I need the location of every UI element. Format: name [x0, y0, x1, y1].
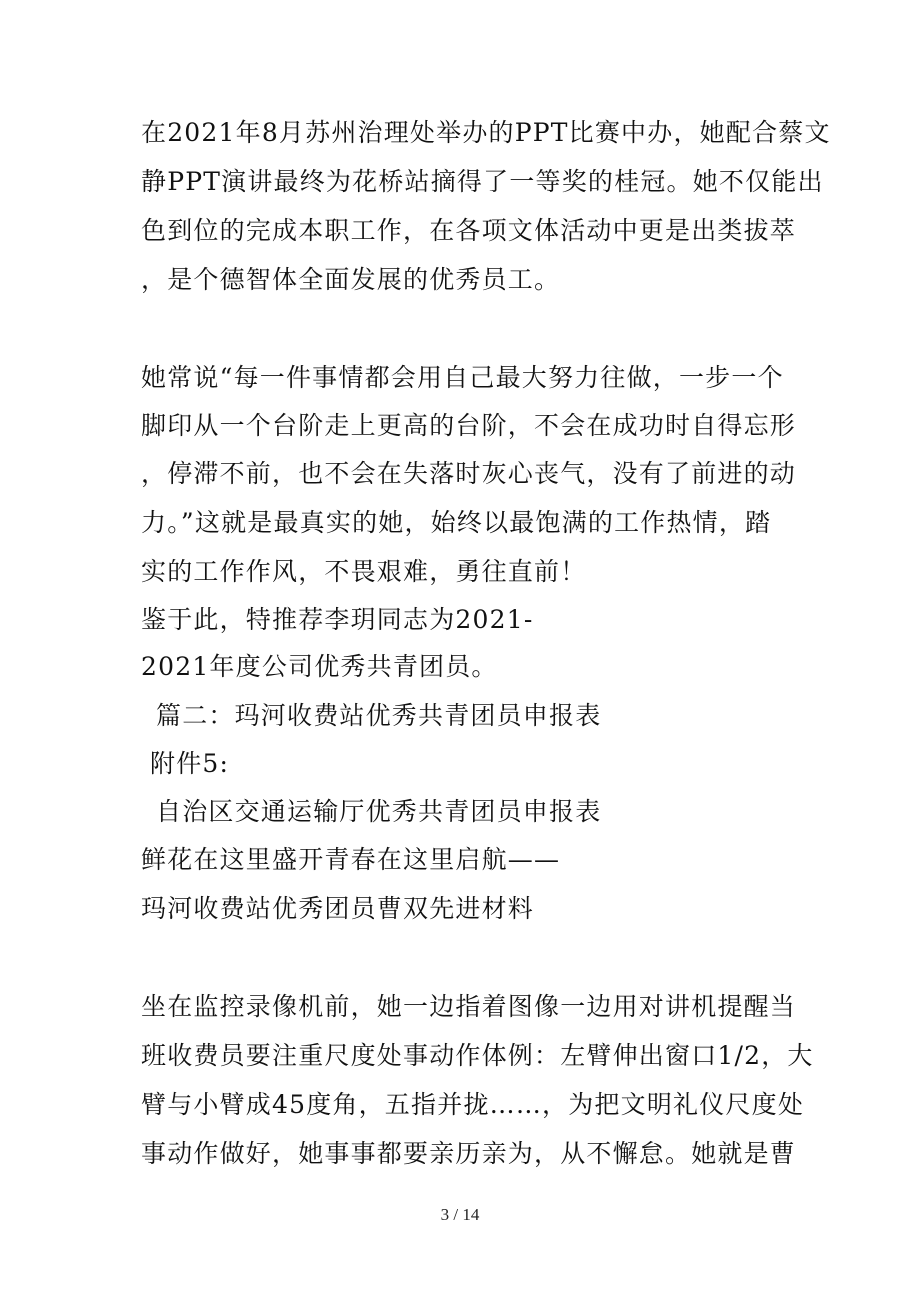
paragraph-2-line-2: 脚印从一个台阶走上更高的台阶，不会在成功时自得忘形	[141, 411, 797, 440]
paragraph-3-line-2: 班收费员要注重尺度处事动作体例：左臂伸出窗口1/2，大	[141, 1041, 814, 1070]
paragraph-1-line-3: 色到位的完成本职工作，在各项文体活动中更是出类拔萃	[141, 216, 797, 245]
paragraph-2-line-5: 实的工作作风，不畏艰难，勇往直前！	[141, 557, 587, 586]
paragraph-1-line-1: 在2021年8月苏州治理处举办的PPT比赛中办，她配合蔡文	[141, 118, 831, 147]
paragraph-2-line-1: 她常说“每一件事情都会用自己最大努力往做，一步一个	[141, 363, 784, 392]
paragraph-3-line-4: 事动作做好，她事事都要亲历亲为，从不懈怠。她就是曹	[141, 1139, 797, 1168]
paragraph-2-line-6: 鉴于此，特推荐李玥同志为2021-	[141, 605, 534, 634]
paragraph-3-line-1: 坐在监控录像机前，她一边指着图像一边用对讲机提醒当	[141, 992, 797, 1021]
paragraph-1-line-4: ，是个德智体全面发展的优秀员工。	[141, 265, 561, 294]
attachment-label: 附件5:	[150, 749, 230, 778]
paragraph-2-line-3: ，停滞不前，也不会在失落时灰心丧气，没有了前进的动	[141, 459, 797, 488]
form-title: 自治区交通运输厅优秀共青团员申报表	[156, 797, 602, 826]
article-title-line-2: 玛河收费站优秀团员曹双先进材料	[141, 894, 535, 923]
article-title-line-1: 鲜花在这里盛开青春在这里启航——	[141, 845, 561, 874]
paragraph-2-line-7: 2021年度公司优秀共青团员。	[141, 652, 498, 681]
paragraph-2-line-4: 力。”这就是最真实的她，始终以最饱满的工作热情，踏	[141, 508, 772, 537]
page-number: 3 / 14	[440, 1205, 480, 1224]
paragraph-1-line-2: 静PPT演讲最终为花桥站摘得了一等奖的桂冠。她不仅能出	[141, 167, 824, 196]
section-heading-part-2: 篇二：玛河收费站优秀共青团员申报表	[156, 701, 602, 730]
paragraph-3-line-3: 臂与小臂成45度角，五指并拢……，为把文明礼仪尺度处	[141, 1090, 805, 1119]
